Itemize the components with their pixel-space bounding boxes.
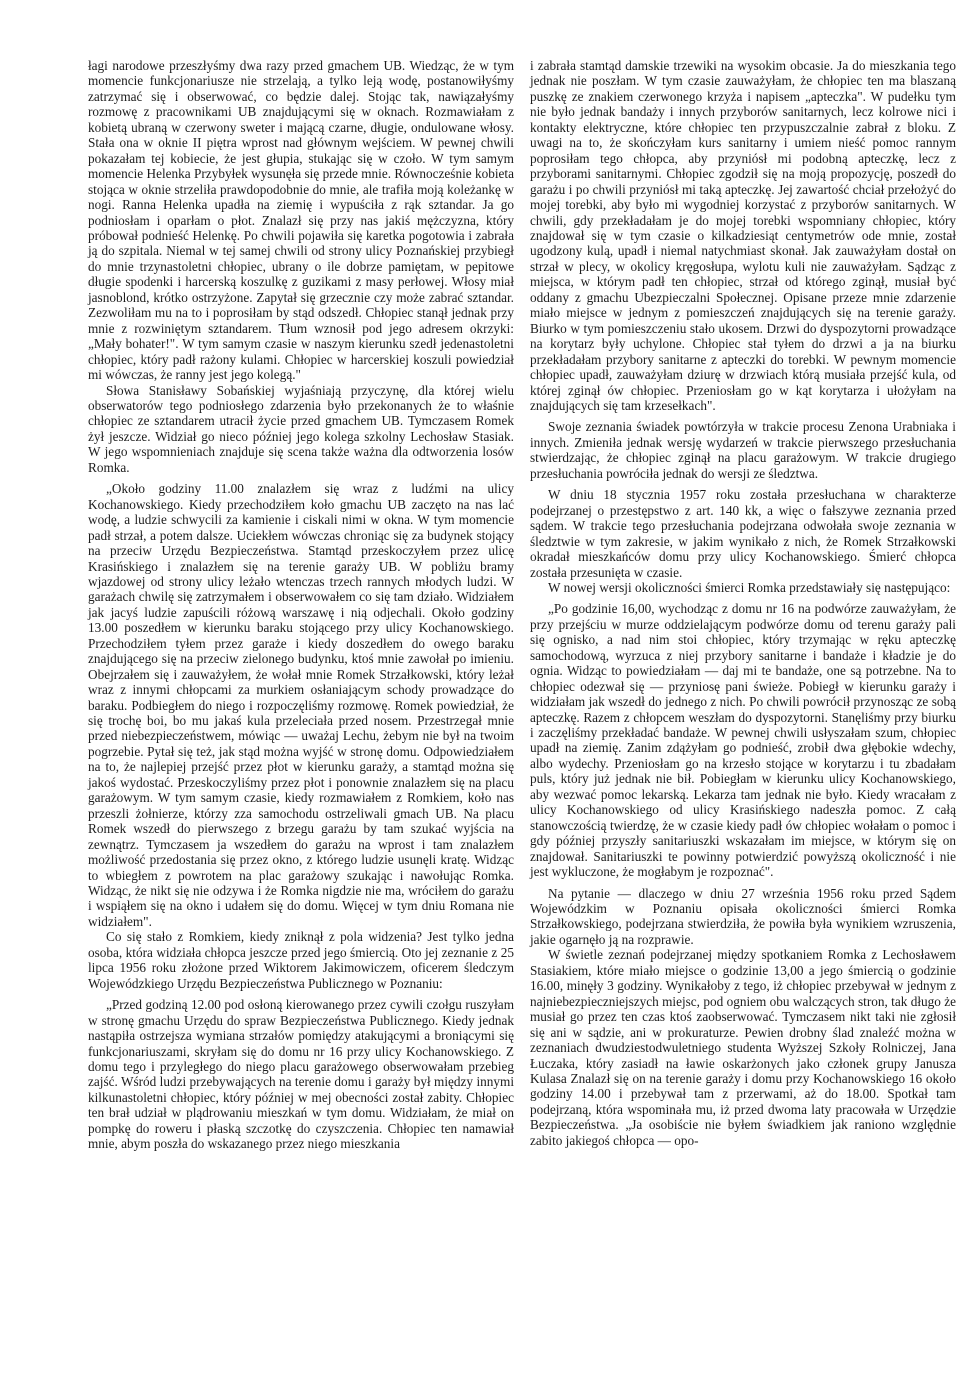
paragraph: i zabrała stamtąd damskie trzewiki na wysokim obcasie. Ja do mieszkania tego jednak nie poszłam. W tym czasie zauważyłam, że chłopiec ten ma blaszaną puszkę ze znakiem czerwonego krzyża i napisem „apteczka". W pudełku tym nie było jednak bandaży i innych przyborów sanitarnych, lecz kolrowe nici i kontakty elektryczne, które chłopiec ten przypuszczalnie zabrał z bloku. Z uwagi na to, że skończyłam kurs sanitarny i umiem nieść pomoc rannym poprosiłam tego chłopca, aby przyniósł mi podobną apteczkę, lecz z przyborami sanitarnymi. Chłopiec zgodził się na moją propozycję, poszedł do garażu i po chwili przyniósł mi taką apteczkę. Jej zawartość chciał przełożyć do mojej torebki, aby było mi wygodniej korzystać z przyborów sanitarnych. W chwili, gdy przekładałam je do mojej torebki wspomniany chłopiec, który znajdował się w tym czasie o kilkadziesiąt centymetrów ode mnie, został ugodzony kulą, upadł i niemal natychmiast skonał. Jak zauważyłam dostał on strzał w plecy, w okolicy kręgosłupa, wylotu kuli nie zauważyłam. Sądząc z miejsca, w którym padł ten chłopiec, strzał od którego zginął, musiał być oddany z gmachu Ubezpieczalni Społecznej. Opisane przeze mnie zdarzenie miało miejsce w jednym z pomieszczeń znajdujących się na terenie garaży. Biurko w tym pomieszczeniu stało ukosem. Drzwi do dyspozytorni prowadzące na korytarz były uchylone. Chłopiec stał tyłem do drzwi a ja na biurku przekładałam przybory sanitarne z apteczki do torebki. W pewnym momencie chłopiec upadł, zauważyłam dziurę w drzwiach którą musiała przejść kula, od której zginął ów chłopiec. Przeniosłam go w kąt korytarza i ułożyłam na znajdujących się tam krzesełkach". [530,58,956,413]
paragraph: Co się stało z Romkiem, kiedy zniknął z pola widzenia? Jest tylko jedna osoba, która widziała chłopca jeszcze przed jego śmiercią. Oto jej zeznanie z 25 lipca 1956 roku złożone przed Wiktorem Jakimowiczem, oficerem śledczym Wojewódzkiego Urzędu Bezpieczeństwa Publicznego w Poznaniu: [88,929,514,991]
paragraph: W nowej wersji okoliczności śmierci Romka przedstawiały się następująco: [548,579,951,595]
paragraph: „Przed godziną 12.00 pod osłoną kierowanego przez cywili czołgu ruszyłam w stronę gmachu Urzędu do spraw Bezpieczeństwa Publicznego. Kiedy jednak nastąpiła ostrzejsza wymiana strzałów pomiędzy atakującymi a broniącymi się funkcjonariuszami, skryłam się do domu nr 16 przy ulicy Kochanowskiego. Z domu tego i przyległego do niego placu garażowego obserwowałam przebieg zajść. Wśród ludzi przebywających na terenie domu i garaży był między innymi kilkunastoletni chłopiec, który później w mej obecności został zabity. Chłopiec ten brał udział w plądrowaniu mieszkań w tym domu. Widziałam, że miał on pompkę do roweru i płaską szczotkę do czyszczenia. Chłopiec ten namawiał mnie, abym poszła do wskazanego przez niego mieszkania [88,997,514,1152]
paragraph: Swoje zeznania świadek powtórzyła w trakcie procesu Zenona Urabniaka i innych. Zmieniła jednak wersję wydarzeń w trakcie pierwszego przesłuchania stwierdzając, że chłopiec zginął na placu garażowym. W trakcie drugiego przesłuchania powróciła jednak do wersji ze śledztwa. [530,419,956,481]
paragraph: Słowa Stanisławy Sobańskiej wyjaśniają przyczynę, dla której wielu obserwatorów tego podniosłego zdarzenia było przekonanych że to właśnie chłopiec ze sztandarem utracił życie przed gmachem UB. Tymczasem Romek żył jeszcze. Widział go nieco później jego kolega szkolny Lechosław Stasiak. W jego wspomnieniach znajduje się scena także ważna dla odtworzenia losów Romka. [88,382,514,475]
paragraph: W dniu 18 stycznia 1957 roku została przesłuchana w charakterze podejrzanej o przestępstwo z art. 140 kk, a więc o fałszywe zeznania przed sądem. W trakcie tego przesłuchania podejrzana odwołała swoje zeznania w śledztwie w tym zakresie, w jakim wynikało z nich, że Romek Strzałkowski okradał mieszkańców domu przy ulicy Kochanowskiego. Śmierć chłopca została przesunięta w czasie. [530,487,956,580]
paragraph: łagi narodowe przeszłyśmy dwa razy przed gmachem UB. Wiedząc, że w tym momencie funkcjonariusze nie strzelają, a tylko leją wodę, postanowiłyśmy zatrzymać się i obserwować, co będzie dalej. Stojąc tak, nawiązałyśmy rozmowę z pracownikami UB znajdującymi się w oknach. Rozmawiałam z kobietą ubraną w czerwony sweter i mającą czarne, długie, ondulowane włosy. Stała ona w oknie II piętra wprost nad głównym wejściem. W pewnej chwili pokazałam tej kobiecie, że jest głupia, stukając się w czoło. W tym samym momencie Helenka Przybyłek wysunęła się przede mnie. Równocześnie kobieta stojąca w oknie strzeliła prawdopodobnie do mnie, ale trafiła moją koleżankę w nogi. Ranna Helenka upadła na ziemię i wypuściła z rąk sztandar. Ja go podniosłam i oparłam o płot. Znalazł się przy nas jakiś mężczyzna, który próbował podnieść Helenkę. Po chwili pojawiła się karetka pogotowia i zabrała ją do szpitala. Niemal w tej samej chwili od strony ulicy Poznańskiej przybiegł do mnie trzynastoletni chłopiec, ubrany o ile dobrze pamiętam, w pepitowe długie spodenki i harcerską koszulkę z guzikami z masy perłowej. Włosy miał jasnoblond, krótko ostrzyżone. Zapytał się grzecznie czy może zabrać sztandar. Zezwoliłam mu na to i poprosiłam by stąd odszedł. Chłopiec stanął jednak przy mnie z rozwiniętym sztandarem. Tłum wznosił pod jego adresem okrzyki: „Mały bohater!". W tym samym czasie w naszym kierunku szedł jedenastoletni chłopiec, który padł rażony kulami. Chłopiec w harcerskiej koszuli powiedział mi wówczas, że ranny jest jego kolegą." [88,58,514,383]
paragraph: Na pytanie — dlaczego w dniu 27 września 1956 roku przed Sądem Wojewódzkim w Poznaniu opisała okoliczności śmierci Romka Strzałkowskiego, podejrzana stwierdziła, że powiła była wynikiem wzruszenia, jakie ogarnęło ją na rozprawie. [530,885,956,947]
left-column [88,58,514,1152]
paragraph: „Około godziny 11.00 znalazłem się wraz z ludźmi na ulicy Kochanowskiego. Kiedy przechodziłem koło gmachu UB zaczęto na nas lać wodę, a ludzie schwycili za kamienie i ciskali nimi w okna. W tym momencie padł strzał, a potem dalsze. Uciekłem wówczas chroniąc się za budynek stojący na przeciw Urzędu Bezpieczeństwa. Stamtąd przeskoczyłem przez ulicę Krasińskiego i znalazłem się na terenie garaży UB. W pobliżu bramy wjazdowej od strony ulicy leżało wtenczas trzech rannych młodych ludzi. W garażach chwilę się zatrzymałem i obserwowałem co się tam działo. Widziałem jak jacyś ludzie zapuścili różową warszawę i nią odjechali. Około godziny 13.00 poszedłem w kierunku baraku stojącego przy ulicy Kochanowskiego. Przechodziłem tyłem przez garaże i kiedy doszedłem do owego baraku znajdującego się na przeciw zielonego budynku, ktoś mnie zawołał po imieniu. Obejrzałem się i zauważyłem, że wołał mnie Romek Strzałkowski, który leżał wraz z innymi chłopcami za murkiem osłaniającym schody prowadzące do baraku. Podbiegłem do niego i rozpoczęliśmy rozmowę. Romek powiedział, że się trochę boi, bo mu jakaś kula przeleciała przed nosem. Przestrzegał mnie przed niebezpieczeństwem, mówiąc — uważaj Lechu, żebym nie był na twoim pogrzebie. Pytał się też, jak stąd można wyjść w stronę domu. Odpowiedziałem na to, że najlepiej przejść przez płot w kierunku garaży, a stamtąd można się jakoś wydostać. Przeskoczyliśmy przez płot i ponownie znalazłem się na placu garażowym. W tym samym czasie, kiedy rozmawiałem z Romkiem, koło nas przeszli żołnierze, którzy zza samochodu ostrzeliwali gmach UB. Na placu Romek wszedł do pierwszego z brzegu garażu by tam szukać wyjścia na zewnątrz. Tymczasem ja wszedłem do garażu na wprost i tam znalazłem możliwość przedostania się przez okno, z którego ludzie usunęli kratę. Widząc to wbiegłem z powrotem na plac garażowy szukając i nawołując Romka. Widząc, że nikt się nie odzywa i że Romka nigdzie nie ma, wróciłem do garażu i wspiąłem się na okno i udałem się do domu. Więcej w tym dniu Romana nie widziałem". [88,481,514,929]
paragraph: „Po godzinie 16,00, wychodząc z domu nr 16 na podwórze zauważyłam, że przy przejściu w murze oddzielającym podwórze domu od terenu garaży pali się ognisko, a nad nim stoi chłopiec, który trzymając w ręku apteczkę samochodową, wyrzuca z niej przybory sanitarne i bandaże i kładzie je do ognia. Widząc to powiedziałam — daj mi te bandaże, one są potrzebne. Na to chłopiec odezwał się — przyniosę pani świeże. Pobiegł w kierunku garaży i widziałam jak wszedł do jednego z nich. Po chwili powrócił przynosząc ze sobą apteczkę. Razem z chłopcem weszłam do dyspozytorni. Stanęliśmy przy biurku i zaczęliśmy przekładać bandaże. W pewnej chwili usłyszałam szum, chłopiec upadł na ziemię. Zanim zdążyłam go podnieść, zrobił dwa głębokie wdechy, albo wydechy. Przeniosłam go na krzesło stojące w korytarzu i tu zbadałam puls, który już jednak nie bił. Pobiegłam w kierunku ulicy Kochanowskiego, aby wezwać pomoc lekarską. Lekarza tam jednak nie było. Kiedy wracałam z ulicy Kochanowskiego od ulicy Krasińskiego nadeszła pomoc. Z całą stanowczością twierdzę, że w czasie kiedy padł ów chłopiec wołałam o pomoc i gdy później przyszły sanitariuszki wskazałam im miejsce, w którym się on znajdował. Sanitariuszki te powinny potwierdzić powyższą okoliczność i nie jest wykluczone, że mogłabym je rozpoznać". [530,601,956,880]
paragraph: W świetle zeznań podejrzanej między spotkaniem Romka z Lechosławem Stasiakiem, które miało miejsce o godzinie 13,00 a jego śmiercią o godzinie 16.00, minęły 3 godziny. Wynikałoby z tego, iż chłopiec przebywał w jednym z najniebezpieczniejszych miejsc, pod ogniem obu walczących stron, tak długo że musiał go przez ten czas ktoś zaobserwować. Tymczasem nikt taki nie zgłosił się ani w sądzie, ani w prokuraturze. Pewien drobny ślad znaleźć można w zeznaniach dwudziestodwuletniego studenta Wyższej Szkoły Rolniczej, Jana Łuczaka, który zasiadł na ławie oskarżonych jako członek grupy Janusza Kulasa Znalazł się on na terenie garaży i domu przy Kochanowskiego 16 około godziny 14.00 i przebywał tam z przerwami, aż do 18.00. Spotkał tam podejrzaną, która wspominała mu, iż przed dwoma laty pracowała w Urzędzie Bezpieczeństwa. „Ja osobiście nie byłem świadkiem jak raniono względnie zabito jakiegoś chłopca — opo- [530,947,956,1148]
right-column [530,58,956,1148]
